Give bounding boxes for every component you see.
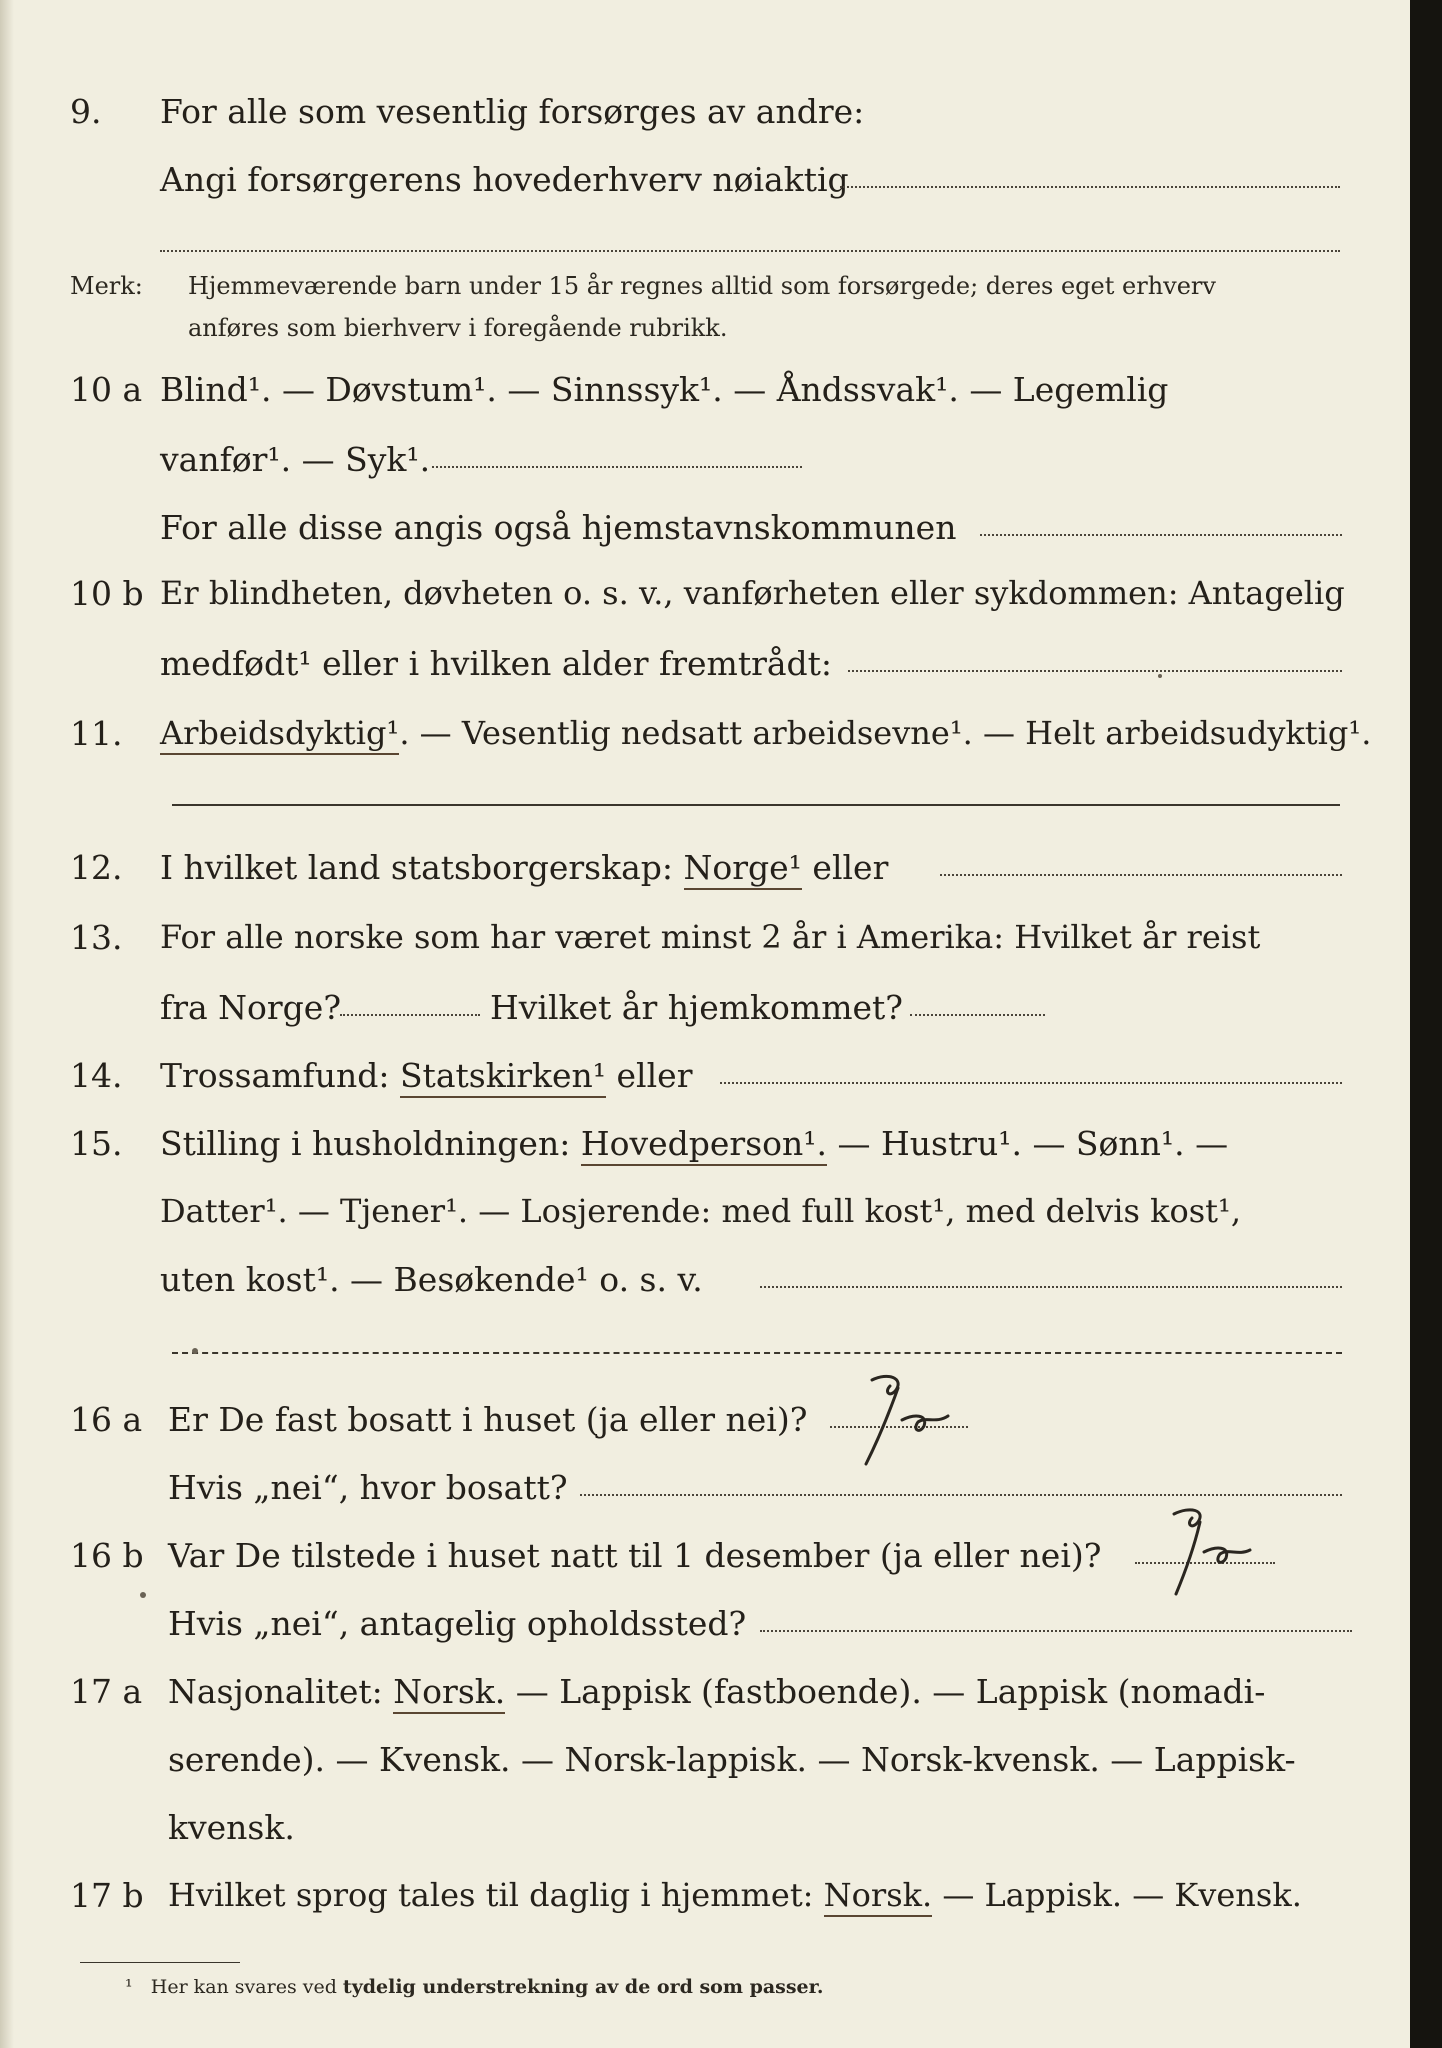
- q9-line2: Angi forsørgerens hovederhverv nøiaktig: [160, 160, 849, 199]
- q17a-number: 17 a: [70, 1672, 143, 1711]
- q17a-line3: kvensk.: [168, 1808, 295, 1847]
- q13-part-a: fra Norge?: [160, 988, 342, 1027]
- q14-line: [160, 1056, 692, 1095]
- q10a-line3: For alle disse angis også hjemstavnskommunen: [160, 508, 957, 547]
- q12-option-norge[interactable]: Norge¹: [684, 848, 802, 890]
- q10a-line1: Blind¹. — Døvstum¹. — Sinnssyk¹. — Åndssvak¹. — Legemlig: [160, 370, 1169, 409]
- footnote: [125, 1976, 824, 1998]
- ink-speck: [1158, 674, 1162, 678]
- q16b-location-line[interactable]: [760, 1630, 1352, 1632]
- q13-year-returned-line[interactable]: [910, 1014, 1045, 1016]
- q10b-number: 10 b: [70, 574, 144, 613]
- q10b-answer-line[interactable]: [848, 670, 1342, 672]
- q9-line1: For alle som vesentlig forsørges av andre:: [160, 92, 865, 131]
- q13-number: 13.: [70, 918, 123, 957]
- q10b-line2: medfødt¹ eller i hvilken alder fremtrådt:: [160, 644, 833, 683]
- q16b-handwritten-answer: [1140, 1500, 1280, 1610]
- q15-options-rest: — Hustru¹. — Sønn¹. —: [837, 1124, 1229, 1163]
- q14-option-statskirken[interactable]: Statskirken¹: [400, 1056, 606, 1098]
- q9-answer-line[interactable]: [840, 186, 1340, 188]
- q16b-line1: Var De tilstede i huset natt til 1 desember (ja eller nei)?: [168, 1536, 1102, 1575]
- q10a-answer-line[interactable]: [432, 466, 802, 468]
- q14-answer-line[interactable]: [720, 1082, 1342, 1084]
- q12-question: I hvilket land statsborgerskap:: [160, 848, 674, 887]
- q11-rest: . — Vesentlig nedsatt arbeidsevne¹. — Helt arbeidsudyktig¹.: [399, 714, 1372, 752]
- q11-line: [160, 714, 1371, 752]
- q17b-question: Hvilket sprog tales til daglig i hjemmet:: [168, 1876, 814, 1914]
- footnote-text: Her kan svares ved: [150, 1976, 337, 1998]
- q16a-where-line[interactable]: [580, 1494, 1342, 1496]
- q15-line2: Datter¹. — Tjener¹. — Losjerende: med full kost¹, med delvis kost¹,: [160, 1192, 1242, 1230]
- q11-option-arbeidsdyktig[interactable]: Arbeidsdyktig¹: [160, 714, 399, 755]
- q15-option-hovedperson[interactable]: Hovedperson¹.: [581, 1124, 827, 1166]
- q10a-number: 10 a: [70, 370, 143, 409]
- q16a-number: 16 a: [70, 1400, 143, 1439]
- q11-divider: [172, 804, 1340, 806]
- merk-line1: Hjemmeværende barn under 15 år regnes alltid som forsørgede; deres eget erhverv: [188, 272, 1216, 300]
- merk-label: Merk:: [70, 272, 143, 300]
- q17a-options-rest: — Lappisk (fastboende). — Lappisk (nomadi-: [515, 1672, 1266, 1711]
- q17a-line2: serende). — Kvensk. — Norsk-lappisk. — Norsk-kvensk. — Lappisk-: [168, 1740, 1296, 1779]
- q14-number: 14.: [70, 1056, 123, 1095]
- q15-answer-line[interactable]: [760, 1286, 1342, 1288]
- q15-question: Stilling i husholdningen:: [160, 1124, 571, 1163]
- q9-answer-line-2[interactable]: [160, 250, 1340, 252]
- q17b-line: [168, 1876, 1302, 1914]
- q12-number: 12.: [70, 848, 123, 887]
- q17b-options-rest: — Lappisk. — Kvensk.: [942, 1876, 1302, 1914]
- q17a-question: Nasjonalitet:: [168, 1672, 383, 1711]
- q17b-number: 17 b: [70, 1876, 144, 1915]
- q15-divider: [172, 1352, 1342, 1354]
- q15-number: 15.: [70, 1124, 123, 1163]
- q14-question: Trossamfund:: [160, 1056, 390, 1095]
- merk-line2: anføres som bierhverv i foregående rubrikk.: [188, 314, 728, 342]
- q13-part-b: Hvilket år hjemkommet?: [490, 988, 903, 1027]
- q12-line: [160, 848, 888, 887]
- q16a-line1: Er De fast bosatt i huset (ja eller nei)?: [168, 1400, 808, 1439]
- q12-eller: eller: [812, 848, 889, 887]
- q13-line1: For alle norske som har været minst 2 år i Amerika: Hvilket år reist: [160, 918, 1261, 956]
- q16a-line2: Hvis „nei“, hvor bosatt?: [168, 1468, 568, 1507]
- q16a-handwritten-answer: [832, 1368, 972, 1478]
- q17b-option-norsk[interactable]: Norsk.: [824, 1876, 933, 1917]
- q10a-hometown-line[interactable]: [980, 534, 1342, 536]
- q10b-line1: Er blindheten, døvheten o. s. v., vanførheten eller sykdommen: Antagelig: [160, 574, 1345, 612]
- q12-answer-line[interactable]: [940, 874, 1342, 876]
- q11-number: 11.: [70, 714, 123, 753]
- footnote-mark: ¹: [125, 1976, 133, 1998]
- q17a-line1: [168, 1672, 1265, 1711]
- footnote-bold-text: tydelig understrekning av de ord som passer.: [342, 1976, 824, 1998]
- ink-speck: [140, 1592, 146, 1598]
- q15-line3: uten kost¹. — Besøkende¹ o. s. v.: [160, 1260, 703, 1299]
- q16b-line2: Hvis „nei“, antagelig opholdssted?: [168, 1604, 747, 1643]
- q13-year-left-line[interactable]: [340, 1014, 480, 1016]
- q9-number: 9.: [70, 92, 102, 131]
- q14-eller: eller: [616, 1056, 693, 1095]
- q10a-line2: vanfør¹. — Syk¹.: [160, 440, 431, 479]
- q17a-option-norsk[interactable]: Norsk.: [393, 1672, 505, 1714]
- q16b-number: 16 b: [70, 1536, 144, 1575]
- ink-speck: [192, 1348, 198, 1354]
- q15-line1: [160, 1124, 1228, 1163]
- footnote-rule: [80, 1962, 240, 1963]
